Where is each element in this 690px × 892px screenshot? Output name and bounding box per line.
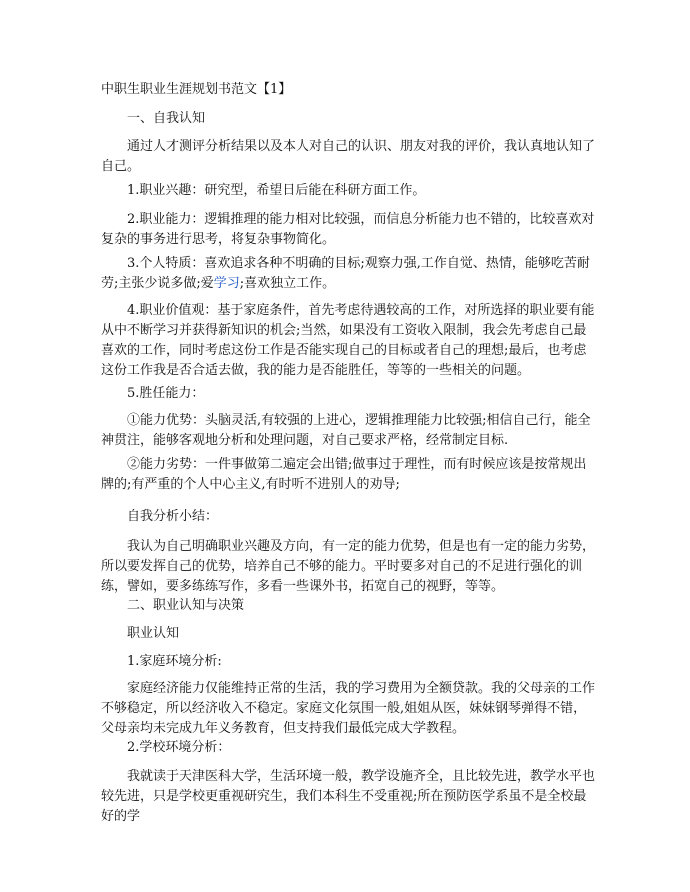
ability-weakness-paragraph: ②能力劣势：一件事做第二遍定会出错;做事过于理性，而有时候应该是按常规出牌的;有严重的个人中心主义,有时听不进别人的劝导; (101, 457, 587, 492)
personal-traits-paragraph (101, 254, 597, 294)
traits-text-after: ;喜欢独立工作。 (239, 276, 336, 291)
career-interest-paragraph: 1.职业兴趣：研究型，希望日后能在科研方面工作。 (127, 183, 426, 198)
family-environment-paragraph: 家庭经济能力仅能维持正常的生活，我的学习费用为全额贷款。我的父母亲的工作不够稳定，所以经济收入不稳定。家庭文化氛围一般,姐姐从医，妹妹钢琴弹得不错，父母亲均未完成九年义务教育，但支持我们最低完成大学教程。 (101, 681, 596, 736)
intro-paragraph: 通过人才测评分析结果以及本人对自己的认识、朋友对我的评价，我认真地认知了自己。 (101, 139, 596, 174)
self-analysis-summary-heading: 自我分析小结： (127, 509, 219, 524)
section-heading-career-decision: 二、职业认知与决策 (127, 598, 245, 613)
career-ability-paragraph: 2.职业能力：逻辑推理的能力相对比较强，而信息分析能力也不错的，比较喜欢对复杂的事务进行思考，将复杂事物简化。 (101, 212, 595, 247)
section-heading-self-cognition: 一、自我认知 (127, 111, 206, 126)
competence-heading: 5.胜任能力： (127, 386, 205, 401)
traits-text-before: 3.个人特质：喜欢追求各种不明确的目标;观察力强,工作自觉、热情，能够吃苦耐劳;主张少说多做;爱 (101, 256, 590, 291)
document-title: 中职生职业生涯规划书范文【1】 (101, 82, 292, 97)
school-environment-paragraph: 我就读于天津医科大学，生活环境一般，教学设施齐全，且比较先进，教学水平也较先进，只是学校更重视研究生，我们本科生不受重视;所在预防医学系虽不是全校最好的学 (101, 769, 596, 824)
study-link[interactable]: 学习 (213, 276, 240, 291)
school-environment-heading: 2.学校环境分析： (127, 740, 231, 755)
career-values-paragraph: 4.职业价值观：基于家庭条件，首先考虑待遇较高的工作，对所选择的职业要有能从中不断学习并获得新知识的机会;当然，如果没有工资收入限制，我会先考虑自己最喜欢的工作，同时考虑这份工作是否能实现自己的目标或者自己的理想;最后，也考虑这份工作我是否合适去做，我的能力是否能胜任，等等的一些相关的问题。 (101, 303, 595, 378)
ability-strength-paragraph: ①能力优势：头脑灵活,有较强的上进心，逻辑推理能力比较强;相信自己行，能全神贯注，能够客观地分析和处理问题，对自己要求严格，经常制定目标. (101, 413, 591, 448)
career-cognition-heading: 职业认知 (127, 626, 180, 641)
family-environment-heading: 1.家庭环境分析: (127, 654, 222, 669)
self-analysis-summary-paragraph: 我认为自己明确职业兴趣及方向，有一定的能力优势，但是也有一定的能力劣势，所以要发挥自己的优势，培养自己不够的能力。平时要多对自己的不足进行强化的训练，譬如，要多练练写作，多看一些课外书，拓宽自己的视野，等等。 (101, 539, 596, 594)
